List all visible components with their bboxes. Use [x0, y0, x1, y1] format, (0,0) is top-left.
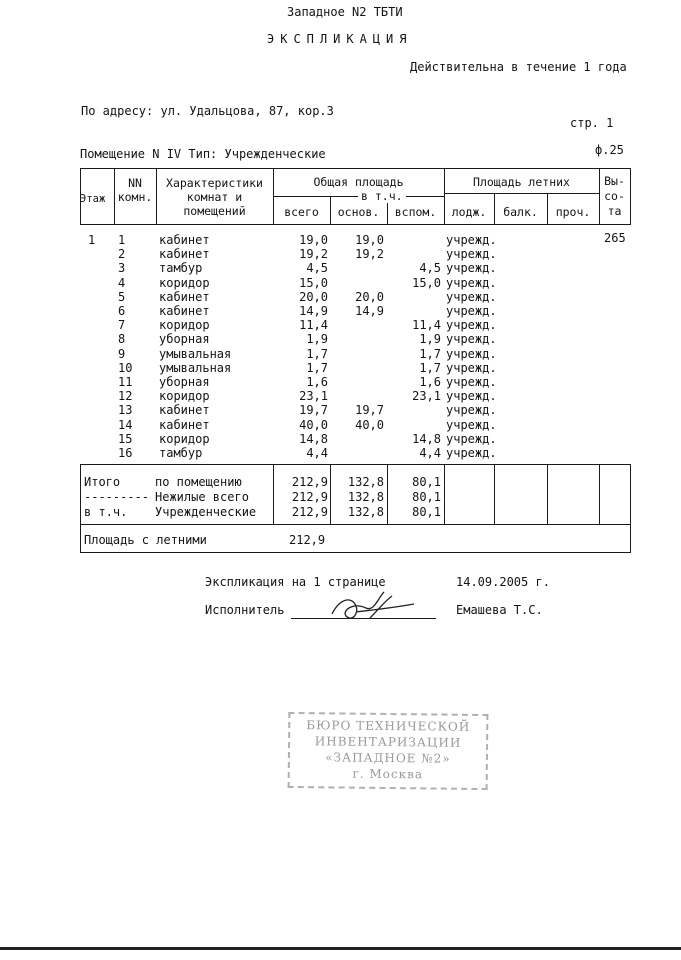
room-aux-area: 11,4: [412, 318, 441, 333]
room-name: кабинет: [159, 417, 210, 432]
bti-stamp: [288, 712, 489, 790]
col-room: комн.: [117, 190, 153, 204]
room-total-area: 19,0: [299, 233, 328, 247]
room-name: уборная: [159, 332, 210, 347]
room-total-area: 4,5: [306, 261, 328, 276]
room-number: 4: [118, 275, 126, 290]
room-name: тамбур: [159, 446, 203, 460]
room-aux-area: 1,6: [419, 375, 441, 389]
totals-total: 212,9: [291, 490, 328, 504]
col-total-area: Общая площадь: [313, 175, 404, 189]
page-bottom-edge: [0, 947, 681, 950]
room-use: учрежд.: [446, 431, 497, 446]
room-aux-area: 4,5: [419, 261, 441, 276]
room-number: 10: [118, 360, 133, 375]
room-number: 11: [118, 375, 133, 389]
summer-total-value: 212,9: [289, 533, 326, 547]
form-number: ф.25: [595, 143, 624, 157]
room-total-area: 1,6: [306, 375, 328, 389]
room-use: учрежд.: [446, 375, 497, 389]
room-use: учрежд.: [446, 389, 497, 404]
room-number: 13: [118, 403, 133, 418]
room-aux-area: 15,0: [412, 275, 441, 290]
totals-label: Итого: [84, 475, 121, 489]
totals-label: ---------: [84, 490, 150, 504]
col-including: в т.ч.: [358, 189, 406, 203]
room-name: умывальная: [159, 346, 232, 361]
room-name: коридор: [159, 389, 210, 404]
floor-value: 1: [88, 233, 96, 247]
totals-aux: 80,1: [412, 505, 441, 519]
executor-label: Исполнитель: [205, 603, 285, 617]
room-main-area: 40,0: [355, 417, 384, 432]
room-main-area: 19,2: [355, 247, 384, 262]
room-name: умывальная: [159, 360, 232, 375]
summer-total-label: Площадь с летними: [84, 533, 207, 547]
totals-aux: 80,1: [412, 475, 441, 489]
room-total-area: 19,7: [299, 403, 328, 418]
room-main-area: 19,7: [355, 403, 384, 418]
totals-total: 212,9: [291, 475, 328, 489]
room-number: 8: [118, 332, 126, 347]
room-use: учрежд.: [446, 247, 497, 262]
room-main-area: 19,0: [355, 233, 384, 247]
document-title: ЭКСПЛИКАЦИЯ: [267, 32, 413, 46]
room-aux-area: 23,1: [412, 389, 441, 404]
room-number: 3: [118, 261, 126, 276]
room-number: 5: [118, 289, 126, 304]
room-aux-area: 1,7: [419, 346, 441, 361]
room-main-area: 20,0: [355, 289, 384, 304]
room-use: учрежд.: [446, 417, 497, 432]
room-use: учрежд.: [446, 318, 497, 333]
room-total-area: 14,8: [299, 431, 328, 446]
col-height-2: со-: [604, 189, 625, 203]
room-total-area: 40,0: [299, 417, 328, 432]
executor-name: Емашева Т.С.: [456, 603, 543, 617]
col-characteristics-1: Характеристики: [166, 176, 263, 190]
room-number: 14: [118, 417, 133, 432]
col-height-1: Вы-: [604, 174, 625, 188]
room-name: тамбур: [159, 261, 203, 276]
totals-category: по помещению: [155, 475, 242, 489]
page-number: стр. 1: [570, 116, 614, 130]
col-characteristics-2: комнат и: [186, 190, 243, 204]
room-name: кабинет: [159, 304, 210, 318]
col-main: основ.: [337, 205, 380, 219]
col-nn: NN: [128, 176, 142, 190]
room-aux-area: 1,9: [419, 332, 441, 347]
room-use: учрежд.: [446, 289, 497, 304]
organization-name: Западное N2 ТБТИ: [287, 5, 403, 19]
room-total-area: 1,9: [306, 332, 328, 347]
room-use: учрежд.: [446, 275, 497, 290]
room-number: 12: [118, 389, 133, 404]
room-total-area: 23,1: [299, 389, 328, 404]
totals-category: Учрежденческие: [155, 505, 257, 519]
room-number: 1: [118, 233, 126, 247]
stamp-line-4: г. Москва: [352, 766, 424, 782]
room-total-area: 1,7: [306, 346, 328, 361]
room-use: учрежд.: [446, 233, 497, 247]
stamp-line-1: БЮРО ТЕХНИЧЕСКОЙ: [306, 718, 471, 734]
totals-main: 132,8: [347, 475, 384, 489]
room-total-area: 1,7: [306, 360, 328, 375]
room-total-area: 20,0: [299, 289, 328, 304]
room-total-area: 11,4: [299, 318, 328, 333]
room-number: 15: [118, 431, 133, 446]
room-main-area: 14,9: [355, 304, 384, 318]
signature-icon: [326, 584, 418, 628]
totals-aux: 80,1: [412, 490, 441, 504]
room-name: коридор: [159, 275, 210, 290]
col-other: проч.: [555, 205, 591, 219]
premises-type: Помещение N IV Тип: Учрежденческие: [80, 147, 326, 161]
totals-main: 132,8: [347, 505, 384, 519]
col-all: всего: [284, 205, 319, 219]
room-total-area: 15,0: [299, 275, 328, 290]
room-name: коридор: [159, 431, 210, 446]
stamp-line-2: ИНВЕНТАРИЗАЦИИ: [314, 734, 462, 750]
room-use: учрежд.: [446, 332, 497, 347]
room-name: кабинет: [159, 233, 210, 247]
room-aux-area: 1,7: [419, 360, 441, 375]
validity-note: Действительна в течение 1 года: [410, 60, 627, 74]
address: По адресу: ул. Удальцова, 87, кор.3: [81, 104, 334, 118]
pages-count: Экспликация на 1 странице: [205, 575, 386, 589]
room-number: 2: [118, 247, 126, 262]
room-number: 6: [118, 304, 126, 318]
room-use: учрежд.: [446, 304, 497, 318]
col-height-3: та: [607, 204, 622, 218]
room-number: 7: [118, 318, 126, 333]
totals-label: в т.ч.: [84, 505, 128, 519]
room-number: 9: [118, 346, 126, 361]
col-balcony: балк.: [503, 205, 538, 219]
col-aux: вспом.: [394, 205, 437, 219]
totals-category: Нежилые всего: [155, 490, 249, 504]
totals-total: 212,9: [291, 505, 328, 519]
room-aux-area: 14,8: [412, 431, 441, 446]
room-aux-area: 4,4: [419, 446, 441, 460]
room-total-area: 4,4: [306, 446, 328, 460]
height-value: 265: [604, 231, 626, 245]
room-use: учрежд.: [446, 446, 497, 460]
room-name: кабинет: [159, 247, 210, 262]
room-use: учрежд.: [446, 360, 497, 375]
room-use: учрежд.: [446, 261, 497, 276]
totals-main: 132,8: [347, 490, 384, 504]
col-characteristics-3: помещений: [183, 204, 246, 218]
room-total-area: 14,9: [299, 304, 328, 318]
room-use: учрежд.: [446, 346, 497, 361]
room-name: уборная: [159, 375, 210, 389]
col-floor: Этаж: [80, 193, 106, 205]
room-use: учрежд.: [446, 403, 497, 418]
room-number: 16: [118, 446, 133, 460]
room-name: коридор: [159, 318, 210, 333]
col-loggia: лодж.: [451, 205, 487, 219]
issue-date: 14.09.2005 г.: [456, 575, 550, 589]
room-total-area: 19,2: [299, 247, 328, 262]
col-summer-area: Площадь летних: [473, 175, 570, 189]
room-name: кабинет: [159, 289, 210, 304]
stamp-line-3: «ЗАПАДНОЕ №2»: [325, 750, 451, 766]
room-name: кабинет: [159, 403, 210, 418]
